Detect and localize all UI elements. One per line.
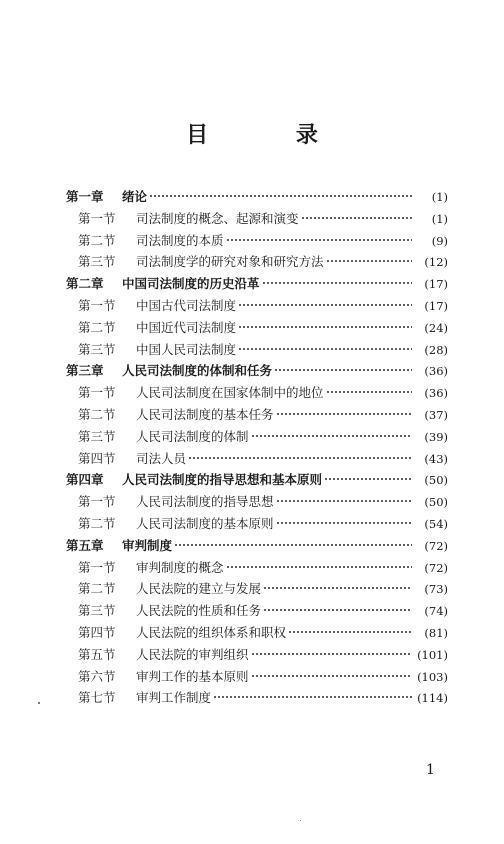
dot-leader: [251, 674, 412, 678]
page-title: 目 录: [186, 123, 358, 148]
toc-section-entry: [66, 513, 448, 535]
section-title: 人民法院的审判组织: [136, 646, 249, 662]
section-title: 司法制度的本质: [136, 232, 224, 248]
dot-leader: [226, 238, 412, 242]
toc-section-entry: [66, 644, 448, 666]
chapter-title: 人民司法制度的体制和任务: [122, 363, 273, 379]
page-reference: (72): [424, 538, 448, 553]
toc-section-entry: [66, 426, 448, 448]
toc-chapter-entry: [66, 186, 448, 208]
chapter-title: 绪论: [122, 189, 148, 204]
page-number: 1: [426, 762, 435, 778]
section-title: 人民司法制度在国家体制中的地位: [136, 385, 324, 401]
toc-section-entry: [66, 600, 448, 622]
dot-leader: [251, 652, 412, 656]
section-number: 第一节: [78, 559, 116, 575]
page-reference: (72): [424, 560, 448, 575]
toc-section-entry: [66, 230, 448, 252]
page-reference: (73): [424, 582, 448, 597]
dot-leader: [174, 543, 412, 547]
dot-leader: [213, 695, 412, 699]
dot-leader: [326, 259, 412, 263]
page-reference: (17): [424, 277, 448, 292]
dot-leader: [276, 412, 412, 416]
page-reference: (1): [431, 190, 448, 204]
toc-chapter-entry: [66, 273, 448, 295]
section-title: 人民法院的组织体系和职权: [136, 624, 287, 640]
section-title: 人民司法制度的基本原则: [136, 515, 274, 531]
dot-leader: [238, 347, 412, 351]
dot-leader: [188, 456, 412, 460]
section-number: 第四节: [78, 450, 116, 466]
section-title: 人民司法制度的体制: [136, 428, 249, 444]
chapter-number: 第五章: [66, 537, 104, 553]
table-of-contents: [66, 186, 448, 709]
page-reference: (114): [417, 691, 448, 706]
dot-leader: [238, 303, 412, 307]
section-number: 第六节: [78, 668, 116, 684]
page-reference: (43): [424, 451, 448, 466]
toc-section-entry: [66, 448, 448, 470]
section-number: 第五节: [78, 646, 116, 662]
dot-leader: [324, 477, 412, 481]
page-reference: (39): [424, 429, 448, 444]
section-title: 人民司法制度的基本任务: [136, 406, 274, 422]
page-reference: (9): [431, 233, 448, 248]
section-title: 人民法院的建立与发展: [136, 581, 262, 597]
toc-section-entry: [66, 578, 448, 600]
dot-leader: [263, 608, 412, 612]
toc-section-entry: [66, 687, 448, 709]
page-reference: (54): [424, 516, 448, 531]
page-reference: (36): [424, 364, 448, 379]
chapter-number: 第一章: [66, 189, 104, 204]
page-reference: (81): [424, 625, 448, 640]
toc-chapter-entry: [66, 360, 448, 382]
section-number: 第一节: [78, 210, 116, 226]
toc-section-entry: [66, 339, 448, 361]
dot-leader: [251, 434, 412, 438]
page-reference: (24): [424, 320, 448, 335]
page-reference: (17): [424, 298, 448, 313]
page-reference: (37): [424, 407, 448, 422]
section-number: 第四节: [78, 624, 116, 640]
section-number: 第二节: [78, 581, 116, 597]
toc-chapter-entry: [66, 469, 448, 491]
section-number: 第二节: [78, 515, 116, 531]
section-number: 第一节: [78, 494, 116, 510]
toc-section-entry: [66, 404, 448, 426]
dot-leader: [238, 325, 412, 329]
section-number: 第七节: [78, 690, 116, 706]
dot-leader: [326, 390, 412, 394]
chapter-title: 人民司法制度的指导思想和基本原则: [122, 472, 323, 488]
chapter-title: 审判制度: [122, 537, 173, 553]
section-number: 第三节: [78, 428, 116, 444]
page-reference: (74): [424, 604, 448, 619]
page-reference: (50): [424, 495, 448, 510]
scan-speck: [300, 820, 301, 821]
chapter-number: 第四章: [66, 472, 104, 488]
section-title: 司法制度学的研究对象和研究方法: [136, 254, 324, 270]
dot-leader: [263, 586, 412, 590]
dot-leader: [149, 194, 412, 198]
page-reference: (28): [424, 342, 448, 357]
section-number: 第三节: [78, 341, 116, 357]
section-number: 第三节: [78, 254, 116, 270]
section-number: 第二节: [78, 232, 116, 248]
section-title: 司法人员: [136, 450, 187, 466]
section-title: 人民司法制度的指导思想: [136, 494, 274, 510]
section-title: 司法制度的概念、起源和演变: [136, 210, 299, 226]
page-reference: (50): [424, 473, 448, 488]
section-title: 审判制度的概念: [136, 559, 224, 575]
toc-section-entry: [66, 317, 448, 339]
section-number: 第三节: [78, 603, 116, 619]
section-title: 中国古代司法制度: [136, 297, 237, 313]
toc-section-entry: [66, 622, 448, 644]
section-number: 第二节: [78, 406, 116, 422]
toc-section-entry: [66, 251, 448, 273]
section-number: 第一节: [78, 297, 116, 313]
dot-leader: [276, 499, 412, 503]
page-reference: (36): [424, 386, 448, 401]
dot-leader: [276, 521, 412, 525]
chapter-title: 中国司法制度的历史沿革: [122, 276, 260, 292]
dot-leader: [301, 216, 412, 220]
toc-section-entry: [66, 666, 448, 688]
section-number: 第二节: [78, 319, 116, 335]
section-title: 审判工作的基本原则: [136, 668, 249, 684]
toc-section-entry: [66, 557, 448, 579]
toc-chapter-entry: [66, 535, 448, 557]
dot-leader: [288, 630, 412, 634]
page-reference: (103): [417, 669, 448, 684]
chapter-number: 第二章: [66, 276, 104, 292]
section-title: 中国近代司法制度: [136, 319, 237, 335]
dot-leader: [274, 368, 412, 372]
toc-section-entry: [66, 382, 448, 404]
dot-leader: [226, 565, 412, 569]
scan-speck: [38, 702, 40, 704]
section-title: 人民法院的性质和任务: [136, 603, 262, 619]
page-reference: (1): [431, 211, 448, 226]
section-number: 第一节: [78, 385, 116, 401]
section-title: 中国人民司法制度: [136, 341, 237, 357]
section-title: 审判工作制度: [136, 690, 212, 706]
page-reference: (12): [424, 255, 448, 270]
page-reference: (101): [417, 647, 448, 662]
toc-section-entry: [66, 208, 448, 230]
dot-leader: [262, 281, 412, 285]
chapter-number: 第三章: [66, 363, 104, 379]
toc-section-entry: [66, 295, 448, 317]
toc-section-entry: [66, 491, 448, 513]
